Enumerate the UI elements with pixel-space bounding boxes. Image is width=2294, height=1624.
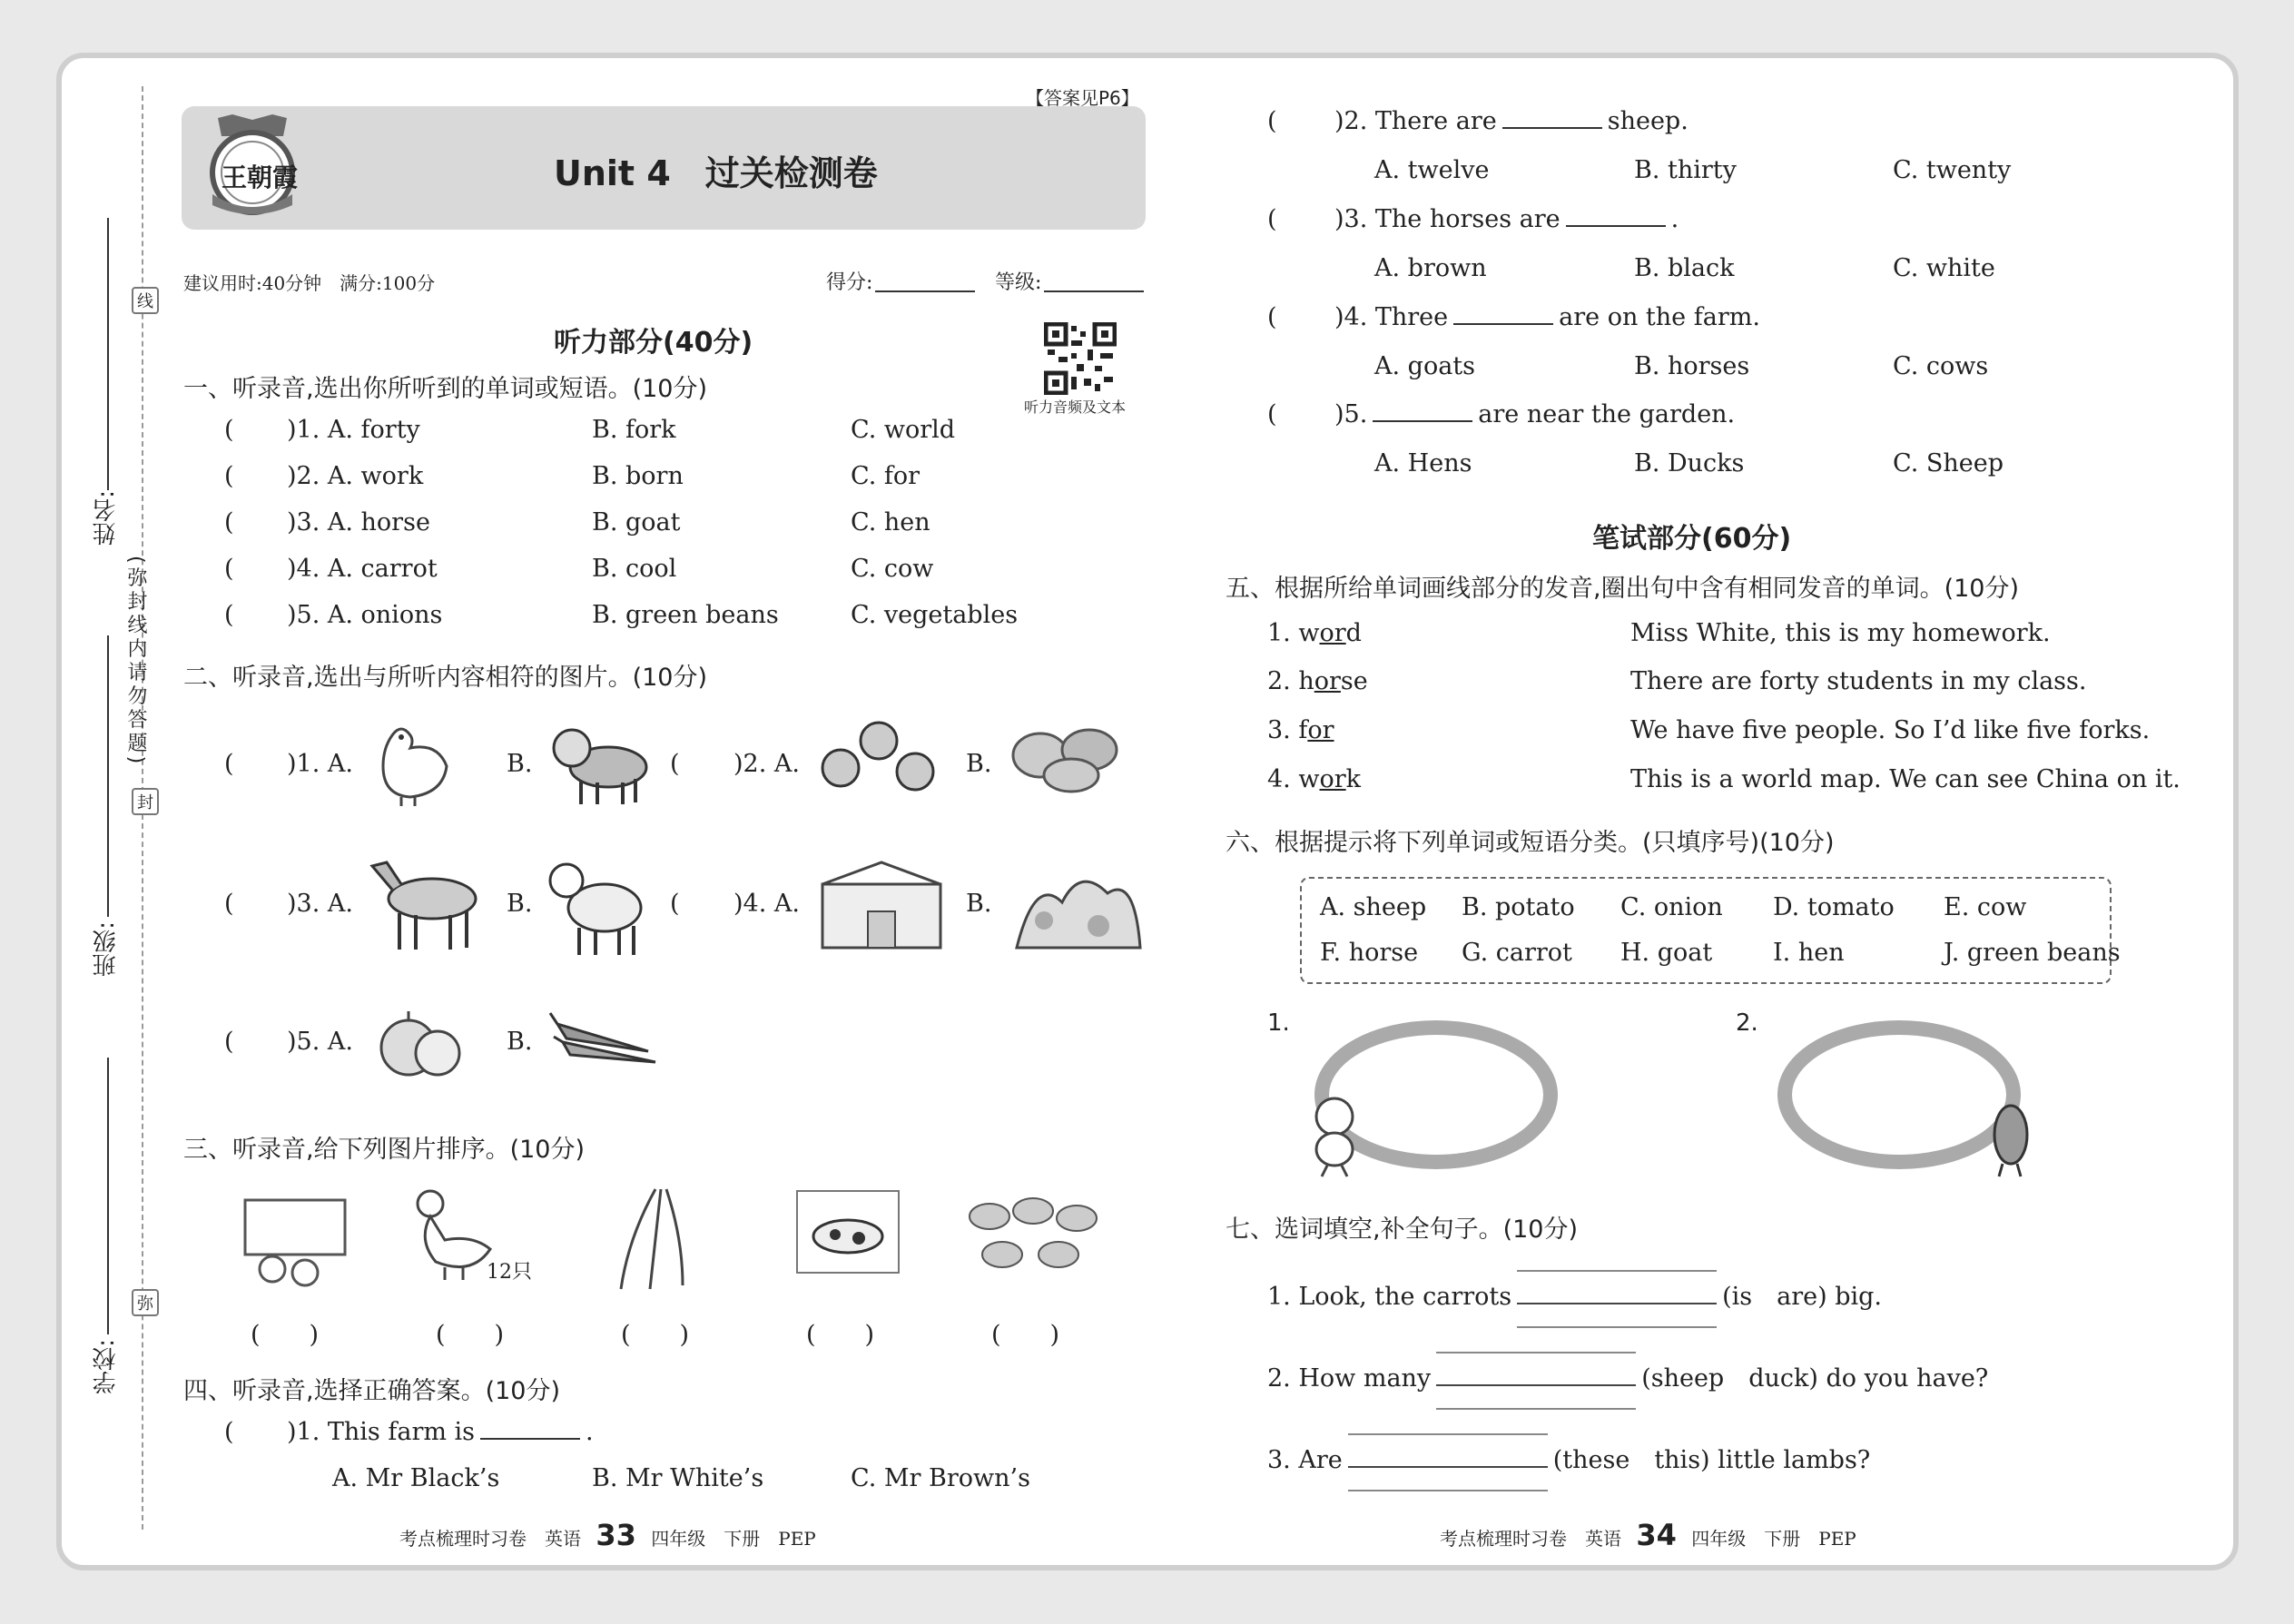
sec1-q2: )2. A. work [287,462,424,490]
chicks-picture [236,1182,354,1294]
grade-label: 等级: [995,271,1042,294]
sec4-q5 [1334,400,1735,428]
sec1-paren[interactable]: ( [224,601,234,629]
word-bank-item: E. cow [1944,893,2027,921]
dog-picture [545,717,654,812]
sec2-q2-a: )2. A. [733,750,800,778]
seal-char-3: 弥 [132,1289,159,1316]
sec7-q2-post: (sheep duck) do you have? [1641,1364,1989,1393]
word-bank-item: B. potato [1462,893,1575,921]
duck-picture [409,1186,499,1289]
w-underline: or [1319,765,1346,793]
w-pre: 3. f [1267,716,1308,744]
sec4-q5-a: A. Hens [1374,449,1472,477]
word-bank-item: H. goat [1620,939,1713,967]
sec7-q2 [1267,1358,1988,1393]
sec1-q3: )3. A. horse [287,508,430,536]
garden-picture [1008,857,1144,960]
sec1-q3-b: B. goat [592,508,681,536]
time-info: 建议用时:40分钟 满分:100分 [183,272,436,294]
potatoes-picture-2 [964,1195,1100,1280]
farm-buildings-picture [813,857,950,960]
sec1-q5-c: C. vegetables [851,601,1019,629]
sec5-sentence-2[interactable]: There are forty students in my class. [1630,667,2087,695]
sec2-paren[interactable]: ( [224,750,234,778]
sec4-q4-c: C. cows [1893,352,1989,380]
sec1-q1: )1. A. forty [287,416,420,444]
sec6-title: 六、根据提示将下列单词或短语分类。(只填序号)(10分) [1226,829,1835,857]
green-beans-picture [610,1184,701,1296]
answer-blank[interactable] [1348,1466,1548,1468]
sec7-q2-pre: 2. How many [1267,1364,1432,1393]
sec1-q5-b: B. green beans [592,601,779,629]
sec4-paren[interactable]: ( [1267,400,1277,428]
answer-blank[interactable] [1436,1384,1636,1386]
sec1-q2-c: C. for [851,462,921,490]
school-field[interactable] [107,1058,109,1334]
school-label: 学校: [93,1339,120,1394]
word-bank-item: C. onion [1620,893,1723,921]
goat-picture [541,853,650,966]
class-label: 班级: [93,921,120,977]
sec4-q2-c: C. twenty [1893,156,2012,184]
sec2-q3-a: )3. A. [287,890,353,918]
qr-code-icon[interactable] [1044,322,1117,395]
word-bank-item: G. carrot [1462,939,1572,967]
sec5-sentence-1[interactable]: Miss White, this is my homework. [1630,619,2051,647]
sec1-paren[interactable]: ( [224,508,234,536]
sec4-paren[interactable]: ( [1267,107,1277,135]
page-number: 34 [1636,1518,1677,1552]
sec2-q2-b: B. [966,750,992,778]
sec4-q3 [1334,205,1679,233]
sec4-q1-b: B. Mr White’s [592,1464,764,1492]
page-title: Unit 4 过关检测卷 [554,153,878,193]
cows-picture [793,1182,902,1285]
answer-blank[interactable] [1373,419,1472,422]
answer-blank[interactable] [480,1437,580,1440]
sec3-answer-5[interactable]: ( ) [991,1321,1060,1349]
sec4-q3-text: )3. The horses are [1334,205,1561,233]
sec7-q1 [1267,1276,1882,1312]
footer-left [399,1518,816,1552]
sec4-q1-text: )1. This farm is [287,1418,476,1446]
potato-mascot-icon [1988,1086,2033,1184]
seal-char-1: 线 [132,287,159,314]
page-number: 33 [596,1518,636,1552]
w-pre: 1. w [1267,619,1320,647]
footer-grade: 四年级 下册 PEP [1691,1528,1856,1550]
w-underline: or [1307,716,1334,744]
category-2-label: 2. [1736,1009,1758,1037]
sec4-q2-end: sheep. [1607,107,1689,135]
sec4-q4 [1334,303,1760,331]
sec2-q1-b: B. [507,750,533,778]
seal-char-2: 封 [132,788,159,815]
score-label: 得分: [826,271,873,294]
grade-field[interactable] [1044,290,1144,292]
sec2-paren[interactable]: ( [670,890,680,918]
sec1-paren[interactable]: ( [224,555,234,583]
sec7-q1-post: (is are) big. [1722,1283,1883,1311]
answer-blank[interactable] [1566,224,1666,227]
sec4-title: 四、听录音,选择正确答案。(10分) [183,1377,561,1405]
writing-heading: 笔试部分(60分) [1592,523,1792,555]
sec2-title: 二、听录音,选出与所听内容相符的图片。(10分) [183,664,708,692]
no-answer-note: (弥封线内请勿答题) [124,556,147,768]
sec4-q4-end: are on the farm. [1559,303,1760,331]
sec1-q3-c: C. hen [851,508,930,536]
sec2-q1-a: )1. A. [287,750,353,778]
answer-blank[interactable] [1517,1303,1717,1304]
sec5-sentence-4[interactable]: This is a world map. We can see China on it. [1630,765,2181,793]
sec7-title: 七、选词填空,补全句子。(10分) [1226,1216,1579,1244]
sec5-word-1 [1267,619,1362,647]
word-bank-item: D. tomato [1773,893,1895,921]
w-underline: or [1314,667,1341,695]
sec2-q4-a: )4. A. [733,890,800,918]
sec1-q1-b: B. fork [592,416,676,444]
sec5-word-4 [1267,765,1361,793]
footer-grade: 四年级 下册 PEP [651,1528,816,1550]
sec4-q3-a: A. brown [1374,254,1487,282]
sec3-answer-3[interactable]: ( ) [621,1321,690,1349]
duck-count: 12只 [487,1261,532,1284]
category-1-label: 1. [1267,1009,1290,1037]
word-bank-item: F. horse [1320,939,1419,967]
logo-emblem [200,111,305,218]
sec2-paren[interactable]: ( [670,750,680,778]
sec2-q5-b: B. [507,1028,533,1056]
sec4-q4-b: B. horses [1634,352,1750,380]
sec4-q4-a: A. goats [1374,352,1476,380]
sec2-q4-b: B. [966,890,992,918]
sec4-q5-end: are near the garden. [1478,400,1736,428]
sec7-q3-post: (these this) little lambs? [1552,1446,1871,1474]
w-post: se [1340,667,1368,695]
sec2-paren[interactable]: ( [224,890,234,918]
sec4-paren[interactable]: ( [224,1418,234,1446]
name-label: 姓名: [93,490,120,546]
tomatoes-picture [813,714,950,808]
word-bank-item: J. green beans [1944,939,2121,967]
horse-picture [359,853,496,957]
sec1-q1-c: C. world [851,416,956,444]
sec1-q4-c: C. cow [851,555,934,583]
sec4-q5-c: C. Sheep [1893,449,2004,477]
sec5-sentence-3[interactable]: We have five people. So I’d like five forks. [1630,716,2151,744]
sec1-q5: )5. A. onions [287,601,443,629]
footer-book: 考点梳理时习卷 英语 [399,1528,581,1550]
logo-text: 王朝霞 [222,162,299,192]
sec3-answer-4[interactable]: ( ) [806,1321,875,1349]
name-field[interactable] [107,218,109,490]
sec3-answer-1[interactable]: ( ) [251,1321,320,1349]
w-post: k [1345,765,1362,793]
sec5-title: 五、根据所给单词画线部分的发音,圈出句中含有相同发音的单词。(10分) [1226,575,2020,603]
sec4-q3-b: B. black [1634,254,1735,282]
sec4-q2-a: A. twelve [1374,156,1490,184]
listening-heading: 听力部分(40分) [554,327,753,359]
sec7-q3 [1267,1440,1870,1475]
sec4-q3-c: C. white [1893,254,1995,282]
sec4-q5-b: B. Ducks [1634,449,1745,477]
sec5-word-3 [1267,716,1334,744]
w-pre: 4. w [1267,765,1320,793]
sec2-q5-a: )5. A. [287,1028,353,1056]
sec1-q2-b: B. born [592,462,684,490]
sec7-q3-pre: 3. Are [1267,1446,1343,1474]
sec3-answer-2[interactable]: ( ) [436,1321,505,1349]
answer-ref: 【答案见P6】 [1026,87,1139,109]
sec4-q2-b: B. thirty [1634,156,1737,184]
word-bank-item: A. sheep [1320,893,1427,921]
sec4-q1-end: . [586,1418,594,1446]
sec4-q2 [1334,107,1689,135]
sec4-q5-text: )5. [1334,400,1368,428]
sec1-title: 一、听录音,选出你所听到的单词或短语。(10分) [183,375,708,403]
sec4-paren[interactable]: ( [1267,205,1277,233]
sec4-q1-c: C. Mr Brown’s [851,1464,1030,1492]
word-bank-item: I. hen [1773,939,1845,967]
potatoes-picture [1008,723,1135,799]
sec4-q1 [287,1418,594,1446]
sec4-q1-a: A. Mr Black’s [332,1464,500,1492]
qr-caption: 听力音频及文本 [1024,399,1127,416]
footer-right [1440,1518,1856,1552]
sec2-q3-b: B. [507,890,533,918]
score-field[interactable] [875,290,975,292]
sec1-paren[interactable]: ( [224,416,234,444]
w-underline: or [1319,619,1346,647]
sec3-title: 三、听录音,给下列图片排序。(10分) [183,1136,586,1164]
carrots-picture [548,1006,663,1073]
sec1-q4: )4. A. carrot [287,555,438,583]
sec7-q1-pre: 1. Look, the carrots [1267,1283,1512,1311]
sec4-q4-text: )4. Three [1334,303,1449,331]
answer-blank[interactable] [1453,322,1553,325]
sec4-q3-end: . [1670,205,1679,233]
class-field[interactable] [107,635,109,917]
sec1-paren[interactable]: ( [224,462,234,490]
answer-blank[interactable] [1502,126,1602,129]
sec4-paren[interactable]: ( [1267,303,1277,331]
w-post: d [1345,619,1362,647]
footer-book: 考点梳理时习卷 英语 [1440,1528,1621,1550]
hen-picture [365,717,456,812]
sec5-word-2 [1267,667,1368,695]
sec1-q4-b: B. cool [592,555,677,583]
sec2-paren[interactable]: ( [224,1028,234,1056]
onion-picture [372,1008,472,1084]
chick-mascot-icon [1307,1089,1362,1184]
sec4-q2-text: )2. There are [1334,107,1497,135]
w-pre: 2. h [1267,667,1314,695]
